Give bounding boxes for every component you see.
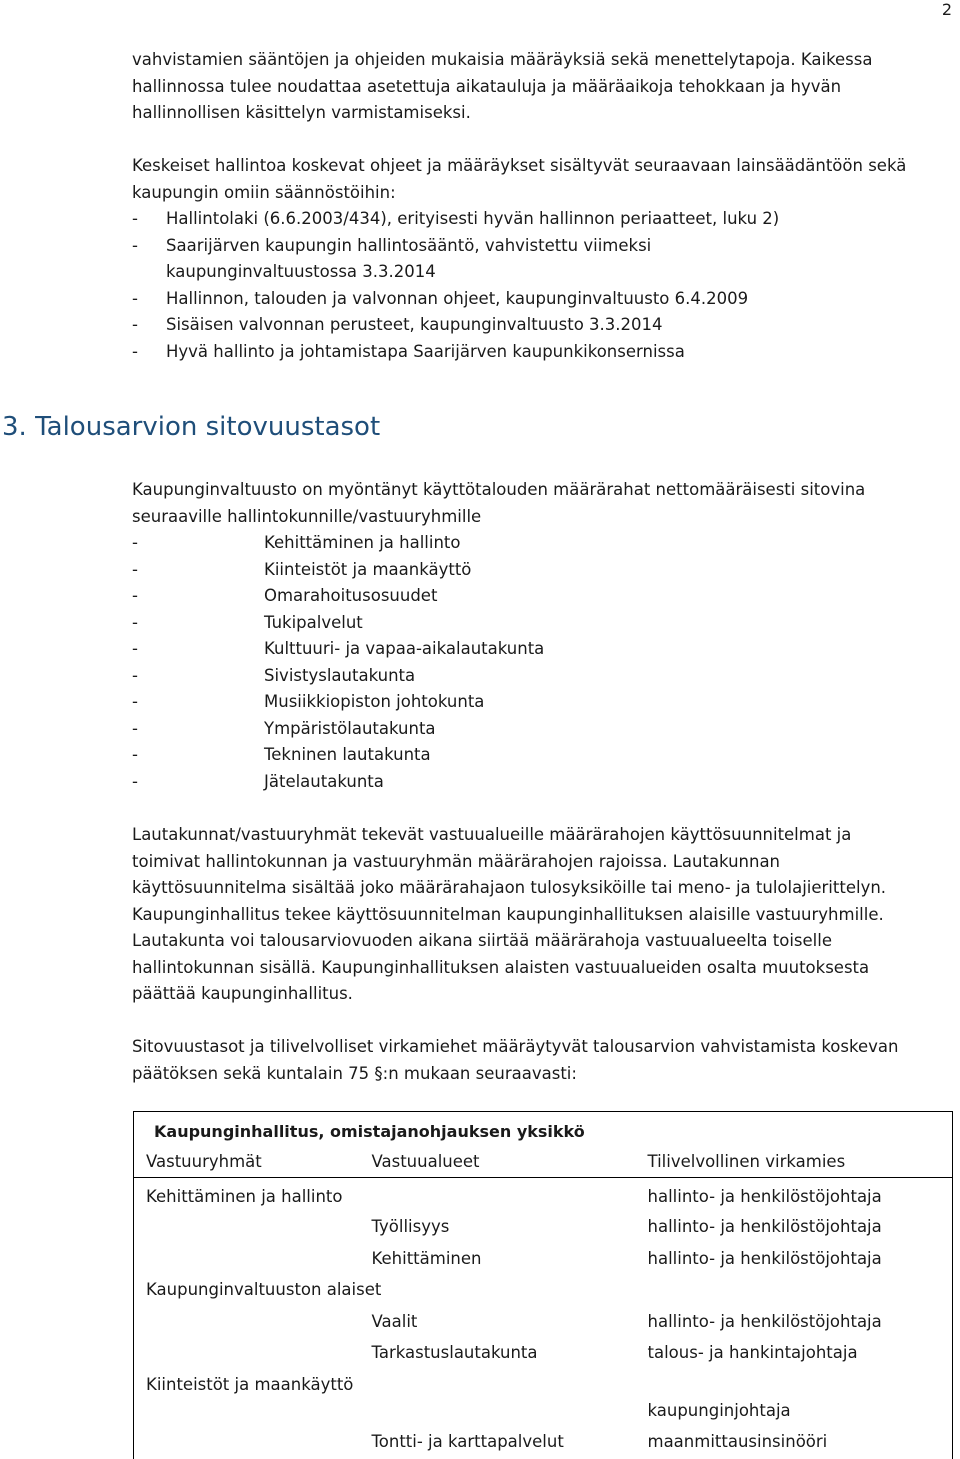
text-line: Kaupunginhallitus tekee käyttösuunnitelman kaupunginhallituksen alaisille vastuuryhmille. bbox=[132, 904, 884, 924]
table-row bbox=[134, 1307, 953, 1339]
page-number: 2 bbox=[941, 0, 952, 19]
table-cell: talous- ja hankintajohtaja bbox=[647, 1343, 858, 1362]
intro-paragraph-1 bbox=[132, 47, 960, 127]
table-cell bbox=[134, 1212, 360, 1244]
section-paragraph-2 bbox=[132, 822, 960, 1008]
text-line: toimivat hallintokunnan ja vastuuryhmän määrärahojen rajoissa. Lautakunnan bbox=[132, 851, 781, 871]
units-list bbox=[132, 530, 832, 795]
text-line: Lautakunta voi talousarviovuoden aikana siirtää määrärahoja vastuualueelta toiselle bbox=[132, 931, 833, 950]
table-cell: maanmittausinsinööri bbox=[647, 1432, 828, 1451]
table-cell: Tarkastuslautakunta bbox=[371, 1343, 538, 1362]
table-row bbox=[134, 1275, 953, 1307]
table-cell: Kehittäminen bbox=[371, 1248, 482, 1268]
text-line: kaupungin omiin säännöstöihin: bbox=[132, 182, 396, 202]
table-cell bbox=[134, 1427, 360, 1459]
table-cell bbox=[134, 1244, 360, 1276]
list-item: - Kehittäminen ja hallinto bbox=[132, 530, 832, 557]
table-row bbox=[134, 1212, 953, 1244]
regulations-list bbox=[132, 206, 960, 365]
table-cell bbox=[134, 1338, 360, 1370]
table-cell: Vaalit bbox=[371, 1311, 418, 1331]
list-item: - Ympäristölautakunta bbox=[132, 716, 832, 743]
list-item: - Jätelautakunta bbox=[132, 769, 832, 796]
list-item bbox=[132, 233, 960, 286]
table-caption: Kaupunginhallitus, omistajanohjauksen yksikkö bbox=[154, 1122, 585, 1141]
text-line: päättää kaupunginhallitus. bbox=[132, 984, 353, 1003]
table-cell: Kehittäminen ja hallinto bbox=[146, 1187, 343, 1206]
table-header-row bbox=[134, 1149, 953, 1178]
text-line: päätöksen sekä kuntalain 75 §:n mukaan seuraavasti: bbox=[132, 1063, 577, 1083]
list-item: - Sisäisen valvonnan perusteet, kaupunginvaltuusto 3.3.2014 bbox=[132, 312, 960, 339]
table-cell: hallinto- ja henkilöstöjohtaja bbox=[647, 1311, 882, 1331]
text-line: hallinnollisen käsittelyn varmistamiseksi. bbox=[132, 103, 471, 122]
table-cell: kaupunginjohtaja bbox=[647, 1400, 791, 1420]
table-cell: Kaupunginvaltuuston alaiset bbox=[146, 1280, 382, 1299]
list-item: - Tukipalvelut bbox=[132, 610, 832, 637]
table-caption-row bbox=[134, 1112, 953, 1150]
table-row bbox=[134, 1244, 953, 1276]
table-cell: hallinto- ja henkilöstöjohtaja bbox=[647, 1217, 882, 1236]
table-cell bbox=[636, 1275, 953, 1307]
text-line: Lautakunnat/vastuuryhmät tekevät vastuualueille määrärahojen käyttösuunnitelmat ja bbox=[132, 825, 852, 844]
list-item: - Sivistyslautakunta bbox=[132, 663, 832, 690]
table-cell: hallinto- ja henkilöstöjohtaja bbox=[647, 1248, 882, 1268]
list-item: - Hyvä hallinto ja johtamistapa Saarijärven kaupunkikonsernissa bbox=[132, 339, 960, 366]
table-cell: Kiinteistöt ja maankäyttö bbox=[146, 1374, 354, 1394]
table-row bbox=[134, 1178, 953, 1213]
text-line: Keskeiset hallintoa koskevat ohjeet ja määräykset sisältyvät seuraavaan lainsäädäntöön sekä bbox=[132, 156, 907, 175]
header-cell: Tilivelvollinen virkamies bbox=[636, 1149, 953, 1178]
list-item: - Omarahoitusosuudet bbox=[132, 583, 832, 610]
intro-paragraph-2 bbox=[132, 153, 960, 206]
text-line: Kaupunginvaltuusto on myöntänyt käyttötalouden määrärahat nettomääräisesti sitovina bbox=[132, 480, 866, 499]
table-row bbox=[134, 1338, 953, 1370]
list-item: - Tekninen lautakunta bbox=[132, 742, 832, 769]
text-line: hallinnossa tulee noudattaa asetettuja aikatauluja ja määräaikoja tehokkaan ja hyvän bbox=[132, 76, 842, 96]
table-cell bbox=[360, 1370, 636, 1428]
responsibility-table bbox=[133, 1111, 953, 1459]
table-cell: hallinto- ja henkilöstöjohtaja bbox=[647, 1187, 882, 1206]
text-line: seuraaville hallintokunnille/vastuuryhmille bbox=[132, 506, 482, 526]
list-item: - Kiinteistöt ja maankäyttö bbox=[132, 557, 832, 584]
table-row bbox=[134, 1370, 953, 1428]
list-item: - Kulttuuri- ja vapaa-aikalautakunta bbox=[132, 636, 832, 663]
text-line: vahvistamien sääntöjen ja ohjeiden mukaisia määräyksiä sekä menettelytapoja. Kaikessa bbox=[132, 50, 873, 69]
header-cell: Vastuualueet bbox=[360, 1149, 636, 1178]
list-item-text: Saarijärven kaupungin hallintosääntö, vahvistettu viimeksi kaupunginvaltuustossa 3.3.2014 bbox=[166, 235, 652, 281]
text-line: Sitovuustasot ja tilivelvolliset virkamiehet määräytyvät talousarvion vahvistamista koskevan bbox=[132, 1037, 899, 1056]
text-line: käyttösuunnitelma sisältää joko määrärahajaon tulosyksiköille tai meno- ja tulolajierittelyn. bbox=[132, 878, 887, 897]
table-row bbox=[134, 1427, 953, 1459]
list-item: - Hallinnon, talouden ja valvonnan ohjeet, kaupunginvaltuusto 6.4.2009 bbox=[132, 286, 960, 313]
section-paragraph-3 bbox=[132, 1034, 960, 1087]
table-cell: Tontti- ja karttapalvelut bbox=[371, 1432, 564, 1451]
header-cell: Vastuuryhmät bbox=[134, 1149, 360, 1178]
table-cell bbox=[134, 1307, 360, 1339]
list-item: - Hallintolaki (6.6.2003/434), erityisesti hyvän hallinnon periaatteet, luku 2) bbox=[132, 206, 960, 233]
table-cell: Työllisyys bbox=[371, 1217, 450, 1236]
section-paragraph-1 bbox=[132, 477, 960, 530]
text-line: hallintokunnan sisällä. Kaupunginhallituksen alaisten vastuualueiden osalta muutoksesta bbox=[132, 957, 870, 977]
table-cell bbox=[360, 1178, 636, 1213]
list-item: - Musiikkiopiston johtokunta bbox=[132, 689, 832, 716]
section-heading: 3. Talousarvion sitovuustasot bbox=[2, 412, 381, 442]
